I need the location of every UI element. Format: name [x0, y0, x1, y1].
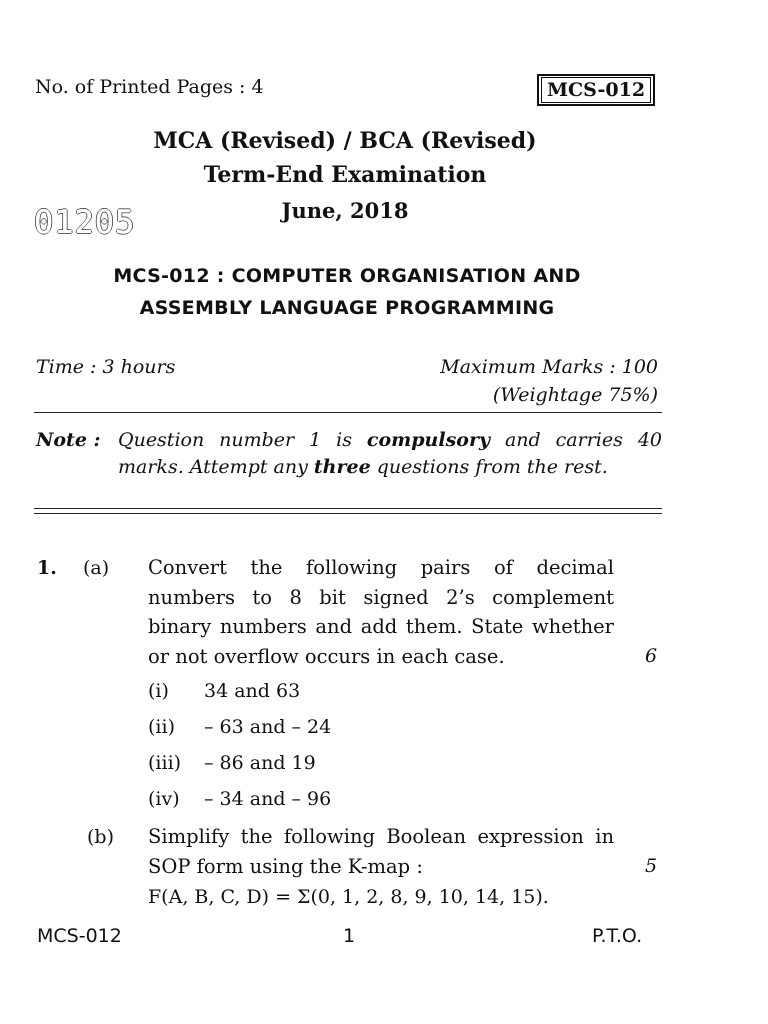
note-emphasis-three: three — [313, 456, 371, 478]
paper-code-label: MCS-012 — [541, 77, 651, 103]
sub-item — [148, 716, 331, 738]
sub-item — [148, 788, 331, 810]
note-text — [118, 427, 662, 481]
boolean-expression: F(A, B, C, D) = Σ(0, 1, 2, 8, 9, 10, 14, 15). — [148, 886, 549, 908]
exam-date: June, 2018 — [281, 198, 409, 223]
course-title-line-1: MCS-012 : COMPUTER ORGANISATION AND — [113, 265, 581, 287]
sub-item-number: (i) — [148, 680, 169, 702]
serial-number: 01205 — [34, 203, 136, 241]
part-b-label: (b) — [87, 826, 114, 848]
time-allowed: Time : 3 hours — [36, 356, 176, 378]
footer-paper-code: MCS-012 — [37, 925, 122, 947]
exam-title: Term-End Examination — [203, 162, 487, 188]
part-a-label: (a) — [83, 557, 110, 579]
note-part-1: Question number 1 is — [118, 429, 367, 451]
footer-pto: P.T.O. — [592, 925, 643, 947]
maximum-marks: Maximum Marks : 100 — [440, 356, 658, 378]
note-emphasis-compulsory: compulsory — [366, 429, 491, 451]
sub-item — [148, 680, 300, 702]
note-part-3: questions from the rest. — [370, 456, 608, 478]
paper-code-box — [537, 74, 655, 106]
note-label: Note : — [36, 429, 101, 451]
sub-item-text: – 86 and 19 — [204, 752, 316, 774]
course-title-line-2: ASSEMBLY LANGUAGE PROGRAMMING — [139, 297, 555, 319]
part-b-marks: 5 — [645, 855, 658, 877]
part-a-marks: 6 — [645, 645, 658, 667]
printed-pages-count: No. of Printed Pages : 4 — [35, 76, 264, 98]
part-b-text: Simplify the following Boolean expression in SOP form using the K-map : — [148, 825, 614, 878]
note-part-2: and carries 40 marks. Attempt any — [118, 429, 662, 478]
sub-item-text: – 34 and – 96 — [204, 788, 332, 810]
sub-item-number: (ii) — [148, 716, 175, 738]
footer-page-number: 1 — [343, 925, 356, 947]
sub-item — [148, 752, 316, 774]
part-a-text: Convert the following pairs of decimal numbers to 8 bit signed 2’s complement binary numbers and add them. State whether or not overflow occurs in each case. — [148, 556, 614, 668]
sub-item-number: (iii) — [148, 752, 182, 774]
divider-rule — [34, 412, 662, 413]
double-rule-top — [34, 508, 662, 509]
double-rule-bottom — [34, 513, 662, 514]
sub-item-text: 34 and 63 — [204, 680, 301, 702]
sub-item-number: (iv) — [148, 788, 180, 810]
sub-item-text: – 63 and – 24 — [204, 716, 332, 738]
weightage: (Weightage 75%) — [492, 384, 658, 406]
question-number: 1. — [37, 557, 57, 579]
program-title: MCA (Revised) / BCA (Revised) — [153, 128, 537, 154]
